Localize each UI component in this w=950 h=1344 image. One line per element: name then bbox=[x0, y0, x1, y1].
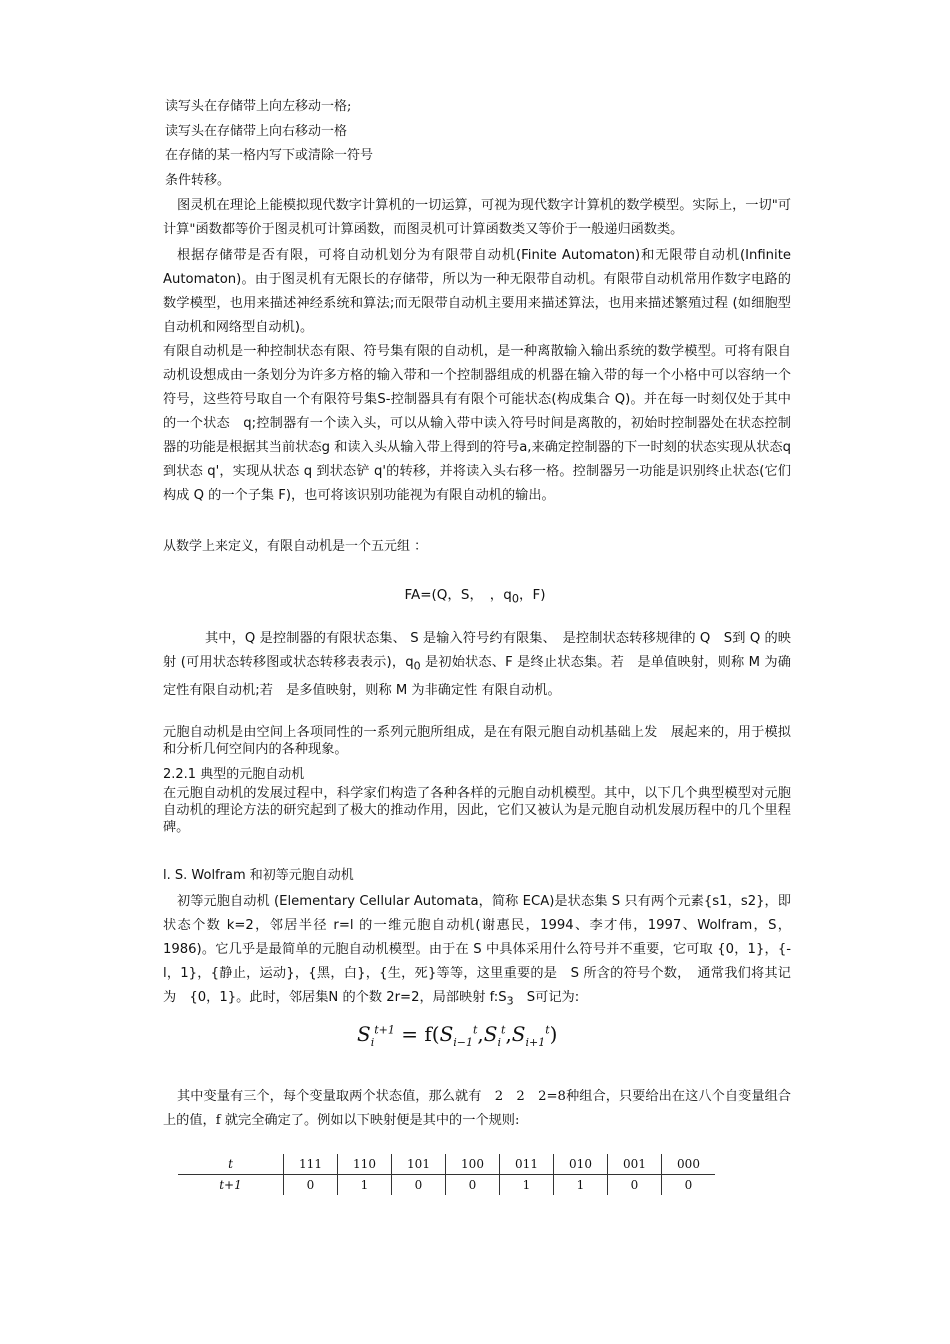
rule-input: 100 bbox=[446, 1154, 500, 1175]
formula-comma-1: , bbox=[477, 1022, 484, 1046]
paragraph-eca bbox=[163, 890, 791, 1014]
fa-formula-sub: 0 bbox=[511, 592, 519, 606]
eca-part2: S可记为: bbox=[513, 990, 580, 1005]
formula-lhs-sup: t+1 bbox=[374, 1023, 395, 1037]
rule-input: 010 bbox=[554, 1154, 608, 1175]
list-line-3: 在存储的某一格内写下或清除一符号 bbox=[165, 148, 374, 163]
rule-output: 0 bbox=[662, 1175, 716, 1196]
rule-output: 1 bbox=[554, 1175, 608, 1196]
fa-formula bbox=[0, 583, 950, 606]
formula-lhs-sub: i bbox=[370, 1036, 375, 1049]
formula-arg-b-sub: i bbox=[497, 1036, 502, 1049]
formula-arg-c-sup: t bbox=[545, 1023, 550, 1037]
formula-lhs: S bbox=[357, 1022, 371, 1046]
rule-output: 0 bbox=[446, 1175, 500, 1196]
fa-formula-lead: FA=(Q，S， ，q bbox=[404, 587, 512, 603]
formula-arg-c: S bbox=[511, 1022, 526, 1046]
paragraph-variables: 其中变量有三个，每个变量取两个状态值，那么就有 2 2 2=8种组合，只要给出在这八个自变量组合上的值，f 就完全确定了。例如以下映射便是其中的一个规则: bbox=[163, 1089, 791, 1128]
paragraph-turing: 图灵机在理论上能模拟现代数字计算机的一切运算，可视为现代数字计算机的数学模型。实际上，一切"可计算"函数都等价于图灵机可计算函数，而图灵机可计算函数类又等价于一般递归函数类。 bbox=[163, 198, 791, 237]
paragraph-finite-automaton: 有限自动机是一种控制状态有限、符号集有限的自动机，是一种离散输入输出系统的数学模型。可将有限自动机设想成由一条划分为许多方格的输入带和一个控制器组成的机器在输入带的每一个小格中可以容纳一个符号，这些符号取自一个有限符号集S-控制器具有有限个可能状态(构成集合 Q)。并在每一时刻仅处于其中的一个状态 q;控制器有一个读入头，可以从输入带中读入符号时间是离散的，初始时控制器处在状态控制器的功能是根据其当前状态g 和读入头从输入带上得到的符号a,来确定控制器的下一时刻的状态实现从状态q 到状态 q'，实现从状态 q 到状态铲 q'的转移，并将读入头右移一格。控制器另一功能是识别终止状态(它们构成 Q 的一个子集 F)，也可将该识别功能视为有限自动机的输出。 bbox=[163, 344, 791, 503]
rule-output: 0 bbox=[392, 1175, 446, 1196]
paragraph-cellular-automaton: 元胞自动机是由空间上各项同性的一系列元胞所组成，是在有限元胞自动机基础上发 展起来的，用于模拟和分析几何空间内的各种现象。 bbox=[163, 725, 791, 757]
formula-comma-2: , bbox=[505, 1022, 512, 1046]
eca-part1: 初等元胞自动机 (Elementary Cellular Automata，简称 ECA)是状态集 S 只有两个元素{s1，s2}，即状态个数 k=2，邻居半径 r=l 的一维元胞自动机(谢惠民，1994、李才伟，1997、Wolfram，S，1986)。它几乎是最简单的元胞自动机模型。由于在 S 中具体采用什么符号并不重要，它可取 {0，1}，{-l，1}，{静止，运动}，{黑，白}，{生，死}等等，这里重要的是 S 所含的符号个数， 通常我们将其记为 {0，1}。此时，邻居集N 的个数 2r=2，局部映射 f:S bbox=[163, 894, 791, 1005]
rule-table-row-t1 bbox=[178, 1175, 715, 1196]
rule-output: 1 bbox=[338, 1175, 392, 1196]
fa-formula-tail: ，F) bbox=[518, 587, 546, 603]
paragraph-where bbox=[163, 627, 791, 703]
paragraph-milestones: 在元胞自动机的发展过程中，科学家们构造了各种各样的元胞自动机模型。其中，以下几个典型模型对元胞自动机的理论方法的研究起到了极大的推动作用，因此，它们又被认为是元胞自动机发展历程中的几个里程碑。 bbox=[163, 786, 791, 835]
formula-arg-c-sub: i+1 bbox=[525, 1036, 546, 1049]
rule-output: 0 bbox=[284, 1175, 338, 1196]
formula-close: ) bbox=[549, 1022, 558, 1046]
eca-sub: 3 bbox=[506, 994, 514, 1008]
eca-formula bbox=[357, 1022, 557, 1049]
formula-arg-b: S bbox=[483, 1022, 498, 1046]
section-heading-221: 2.2.1 典型的元胞自动机 bbox=[163, 767, 305, 782]
rule-table-label-t: t bbox=[178, 1154, 284, 1175]
rule-input: 001 bbox=[608, 1154, 662, 1175]
definition-line: 从数学上来定义，有限自动机是一个五元组 ： bbox=[163, 539, 428, 554]
rule-input: 110 bbox=[338, 1154, 392, 1175]
formula-arg-a: S bbox=[439, 1022, 454, 1046]
section-heading-wolfram: l. S. Wolfram 和初等元胞自动机 bbox=[163, 868, 354, 883]
rule-output: 0 bbox=[608, 1175, 662, 1196]
rule-table-row-t bbox=[178, 1154, 715, 1175]
rule-output: 1 bbox=[500, 1175, 554, 1196]
rule-input: 000 bbox=[662, 1154, 716, 1175]
rule-input: 011 bbox=[500, 1154, 554, 1175]
formula-arg-a-sub: i−1 bbox=[453, 1036, 473, 1049]
rule-input: 111 bbox=[284, 1154, 338, 1175]
list-line-1: 读写头在存储带上向左移动一格; bbox=[165, 99, 352, 114]
formula-arg-b-sup: t bbox=[501, 1023, 506, 1037]
where-sub: 0 bbox=[413, 659, 421, 673]
paragraph-tape: 根据存储带是否有限，可将自动机划分为有限带自动机(Finite Automaton)和无限带自动机(Infinite Automaton)。由于图灵机有无限长的存储带，所以为一种无限带自动机。有限带自动机常用作数字电路的数学模型，也用来描述神经系统和算法;而无限带自动机主要用来描述算法，也用来描述繁殖过程 (如细胞型自动机和网络型自动机)。 bbox=[163, 248, 791, 335]
formula-arg-a-sup: t bbox=[473, 1023, 478, 1037]
list-line-2: 读写头在存储带上向右移动一格 bbox=[165, 124, 348, 139]
rule-table-label-t1: t+1 bbox=[219, 1178, 242, 1192]
rule-input: 101 bbox=[392, 1154, 446, 1175]
formula-eq: = f( bbox=[394, 1022, 440, 1046]
list-line-4: 条件转移。 bbox=[165, 173, 231, 188]
rule-table bbox=[178, 1154, 715, 1195]
where-part1: 其中，Q 是控制器的有限状态集、 S 是输入符号约有限集、 是控制状态转移规律的 Q S到 Q 的映射 (可用状态转移图或状态转移表表示)，q bbox=[163, 631, 791, 670]
where-part2: 是初始状态、F 是终止状态集。若 是单值映射，则称 M 为确定性有限自动机;若 是多值映射，则称 M 为非确定性 有限自动机。 bbox=[163, 655, 791, 698]
